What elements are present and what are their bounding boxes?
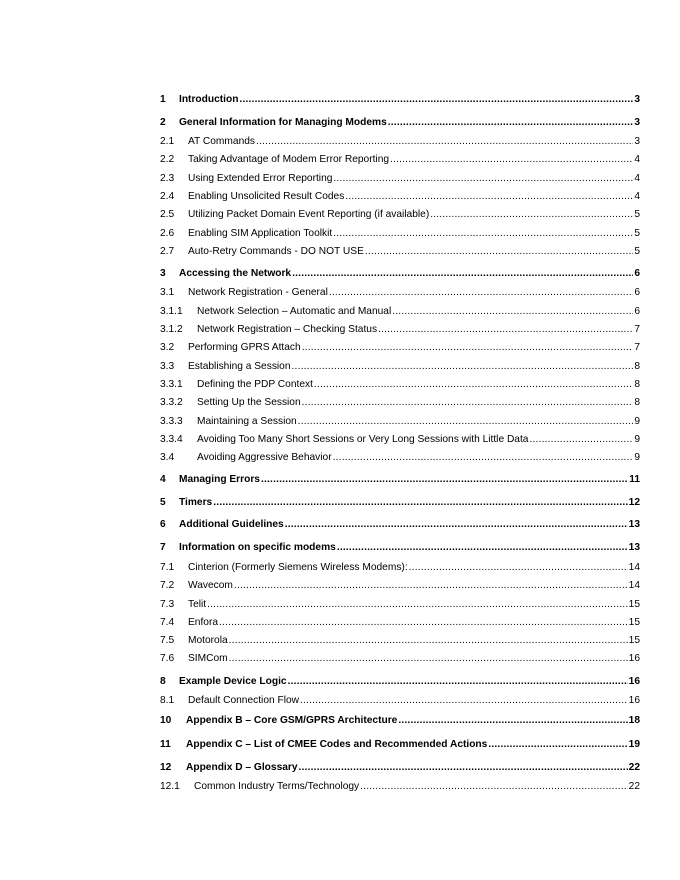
dot-leader: [430, 209, 633, 221]
toc-entry[interactable]: [160, 154, 640, 166]
toc-entry-number: 3: [160, 268, 166, 279]
toc-entry-page: 8: [634, 397, 640, 408]
toc-entry[interactable]: [160, 191, 640, 203]
dot-leader: [229, 635, 628, 647]
toc-entry[interactable]: [160, 519, 640, 531]
dot-leader: [256, 136, 633, 148]
toc-entry-title: Enabling SIM Application Toolkit: [188, 228, 333, 239]
toc-entry-title: Defining the PDP Context: [197, 379, 313, 390]
toc-entry[interactable]: [160, 228, 640, 240]
dot-leader: [409, 562, 628, 574]
toc-entry-number: 12.1: [160, 781, 180, 792]
dot-leader: [333, 173, 633, 185]
toc-entry-number: 2.4: [160, 191, 175, 202]
toc-entry-number: 2.1: [160, 136, 175, 147]
toc-entry-page: 16: [628, 653, 640, 664]
toc-entry[interactable]: [160, 306, 640, 318]
dot-leader: [345, 191, 633, 203]
toc-entry-title: Utilizing Packet Domain Event Reporting (if available): [188, 209, 430, 220]
dot-leader: [488, 739, 627, 751]
dot-leader: [333, 452, 634, 464]
toc-entry-number: 10: [160, 715, 172, 726]
toc-entry-page: 5: [634, 246, 640, 257]
toc-entry-number: 7.4: [160, 617, 175, 628]
dot-leader: [314, 379, 633, 391]
toc-entry-title: SIMCom: [188, 653, 228, 664]
toc-entry-page: 6: [634, 287, 640, 298]
dot-leader: [292, 268, 633, 280]
toc-entry-page: 9: [634, 452, 640, 463]
toc-entry-title: Avoiding Aggressive Behavior: [197, 452, 332, 463]
toc-entry[interactable]: [160, 246, 640, 258]
toc-entry-number: 3.3.3: [160, 416, 183, 427]
toc-entry-page: 3: [634, 117, 640, 128]
toc-entry[interactable]: [160, 342, 640, 354]
toc-entry-page: 15: [628, 599, 640, 610]
dot-leader: [239, 94, 633, 106]
toc-entry-number: 12: [160, 762, 172, 773]
dot-leader: [302, 342, 634, 354]
toc-entry-title: Timers: [179, 497, 213, 508]
toc-entry-page: 6: [634, 306, 640, 317]
toc-entry[interactable]: [160, 434, 640, 446]
dot-leader: [529, 434, 633, 446]
dot-leader: [234, 580, 628, 592]
toc-entry-page: 12: [628, 497, 640, 508]
toc-entry-title: Telit: [188, 599, 207, 610]
toc-entry-title: General Information for Managing Modems: [179, 117, 387, 128]
toc-entry-number: 2: [160, 117, 166, 128]
toc-entry-page: 13: [628, 519, 640, 530]
toc-entry[interactable]: [160, 762, 640, 774]
toc-entry-number: 8: [160, 676, 166, 687]
toc-entry-title: Default Connection Flow: [188, 695, 299, 706]
dot-leader: [378, 324, 633, 336]
toc-entry-number: 4: [160, 474, 166, 485]
toc-entry[interactable]: [160, 452, 640, 464]
toc-entry-number: 3.1: [160, 287, 175, 298]
toc-entry[interactable]: [160, 379, 640, 391]
dot-leader: [261, 474, 628, 486]
toc-entry-title: Performing GPRS Attach: [188, 342, 301, 353]
toc-entry-title: Managing Errors: [179, 474, 260, 485]
toc-entry-title: Motorola: [188, 635, 228, 646]
toc-entry-number: 11: [160, 739, 171, 750]
toc-entry-title: Network Selection – Automatic and Manual: [197, 306, 392, 317]
toc-entry-page: 9: [634, 416, 640, 427]
dot-leader: [333, 228, 633, 240]
toc-entry-title: Appendix B – Core GSM/GPRS Architecture: [186, 715, 398, 726]
toc-entry-title: Information on specific modems: [179, 542, 336, 553]
toc-entry[interactable]: [160, 781, 640, 793]
dot-leader: [398, 715, 627, 727]
toc-entry-number: 2.3: [160, 173, 175, 184]
toc-entry[interactable]: [160, 599, 640, 611]
toc-entry-page: 4: [634, 154, 640, 165]
dot-leader: [285, 519, 628, 531]
dot-leader: [392, 306, 633, 318]
toc-entry-number: 7.2: [160, 580, 175, 591]
dot-leader: [388, 117, 634, 129]
toc-entry[interactable]: [160, 474, 640, 486]
toc-entry-page: 5: [634, 228, 640, 239]
toc-entry-page: 18: [628, 715, 640, 726]
toc-entry-title: Auto-Retry Commands - DO NOT USE: [188, 246, 364, 257]
toc-entry-number: 5: [160, 497, 166, 508]
toc-entry-page: 4: [634, 173, 640, 184]
dot-leader: [207, 599, 628, 611]
toc-entry-title: Using Extended Error Reporting: [188, 173, 333, 184]
toc-entry-page: 5: [634, 209, 640, 220]
toc-entry-page: 19: [628, 739, 640, 750]
toc-entry-number: 2.6: [160, 228, 175, 239]
toc-entry-page: 15: [628, 635, 640, 646]
toc-entry-page: 16: [628, 695, 640, 706]
dot-leader: [337, 542, 628, 554]
toc-entry[interactable]: [160, 635, 640, 647]
toc-entry-title: Enabling Unsolicited Result Codes: [188, 191, 345, 202]
toc-entry-number: 6: [160, 519, 166, 530]
toc-entry-title: Introduction: [179, 94, 239, 105]
toc-entry-title: Taking Advantage of Modem Error Reporting: [188, 154, 390, 165]
toc-entry[interactable]: [160, 209, 640, 221]
toc-entry-title: Establishing a Session: [188, 361, 291, 372]
toc-entry-page: 7: [634, 342, 640, 353]
toc-entry-page: 11: [629, 474, 640, 485]
toc-entry-page: 8: [634, 379, 640, 390]
dot-leader: [288, 676, 628, 688]
toc-entry[interactable]: [160, 562, 640, 574]
toc-entry-title: Common Industry Terms/Technology: [194, 781, 360, 792]
toc-entry-number: 7: [160, 542, 166, 553]
toc-entry-page: 8: [634, 361, 640, 372]
toc-entry-page: 3: [634, 94, 640, 105]
toc-entry[interactable]: [160, 497, 640, 509]
toc-entry[interactable]: [160, 173, 640, 185]
toc-entry[interactable]: [160, 361, 640, 373]
toc-entry[interactable]: [160, 324, 640, 336]
toc-entry-title: Maintaining a Session: [197, 416, 297, 427]
toc-entry-page: 14: [628, 580, 640, 591]
toc-entry-title: AT Commands: [188, 136, 255, 147]
toc-entry-title: Example Device Logic: [179, 676, 287, 687]
toc-entry-number: 3.1.1: [160, 306, 183, 317]
toc-entry-title: Network Registration - General: [188, 287, 328, 298]
dot-leader: [299, 762, 628, 774]
toc-entry[interactable]: [160, 580, 640, 592]
dot-leader: [365, 246, 633, 258]
toc-entry-number: 7.5: [160, 635, 175, 646]
toc-entry-page: 16: [628, 676, 640, 687]
toc-entry-title: Enfora: [188, 617, 219, 628]
toc-entry[interactable]: [160, 715, 640, 727]
toc-entry-page: 7: [634, 324, 640, 335]
toc-entry-title: Accessing the Network: [179, 268, 292, 279]
dot-leader: [298, 416, 634, 428]
toc-entry-number: 3.4: [160, 452, 175, 463]
toc-entry-title: Cinterion (Formerly Siemens Wireless Modems):: [188, 562, 408, 573]
toc-entry-title: Setting Up the Session: [197, 397, 301, 408]
dot-leader: [219, 617, 628, 629]
toc-entry-title: Network Registration – Checking Status: [197, 324, 378, 335]
dot-leader: [302, 397, 634, 409]
toc-entry[interactable]: [160, 739, 640, 751]
dot-leader: [292, 361, 634, 373]
toc-entry-number: 2.7: [160, 246, 175, 257]
toc-entry[interactable]: [160, 117, 640, 129]
toc-entry[interactable]: [160, 287, 640, 299]
toc-entry[interactable]: [160, 268, 640, 280]
toc-entry-page: 22: [628, 762, 640, 773]
toc-entry-number: 1: [160, 94, 166, 105]
toc-entry-number: 3.3.1: [160, 379, 183, 390]
dot-leader: [390, 154, 633, 166]
toc-entry-number: 3.3.4: [160, 434, 183, 445]
toc-entry-page: 15: [628, 617, 640, 628]
toc-entry[interactable]: [160, 653, 640, 665]
toc-entry-title: Appendix D – Glossary: [186, 762, 298, 773]
toc-entry-page: 13: [628, 542, 640, 553]
dot-leader: [360, 781, 628, 793]
toc-entry-title: Avoiding Too Many Short Sessions or Very Long Sessions with Little Data: [197, 434, 529, 445]
toc-entry-page: 3: [634, 136, 640, 147]
toc-entry-number: 7.3: [160, 599, 175, 610]
toc-entry-number: 7.6: [160, 653, 175, 664]
toc-entry-page: 14: [628, 562, 640, 573]
dot-leader: [329, 287, 633, 299]
toc-entry-number: 3.3: [160, 361, 175, 372]
toc-entry-number: 3.1.2: [160, 324, 183, 335]
toc-entry[interactable]: [160, 617, 640, 629]
toc-entry-number: 8.1: [160, 695, 175, 706]
toc-entry[interactable]: [160, 676, 640, 688]
toc-entry[interactable]: [160, 416, 640, 428]
toc-entry[interactable]: [160, 136, 640, 148]
toc-entry-number: 7.1: [160, 562, 175, 573]
toc-entry[interactable]: [160, 94, 640, 106]
toc-entry-page: 6: [634, 268, 640, 279]
toc-entry-title: Wavecom: [188, 580, 233, 591]
dot-leader: [300, 695, 628, 707]
toc-entry[interactable]: [160, 695, 640, 707]
dot-leader: [213, 497, 627, 509]
toc-entry-number: 3.3.2: [160, 397, 183, 408]
toc-entry[interactable]: [160, 397, 640, 409]
toc-entry[interactable]: [160, 542, 640, 554]
toc-entry-title: Additional Guidelines: [179, 519, 284, 530]
toc-entry-number: 2.5: [160, 209, 175, 220]
toc-entry-number: 3.2: [160, 342, 175, 353]
toc-entry-page: 9: [634, 434, 640, 445]
dot-leader: [229, 653, 628, 665]
toc-entry-number: 2.2: [160, 154, 175, 165]
toc-entry-page: 4: [634, 191, 640, 202]
toc-entry-title: Appendix C – List of CMEE Codes and Recommended Actions: [186, 739, 488, 750]
toc-entry-page: 22: [628, 781, 640, 792]
